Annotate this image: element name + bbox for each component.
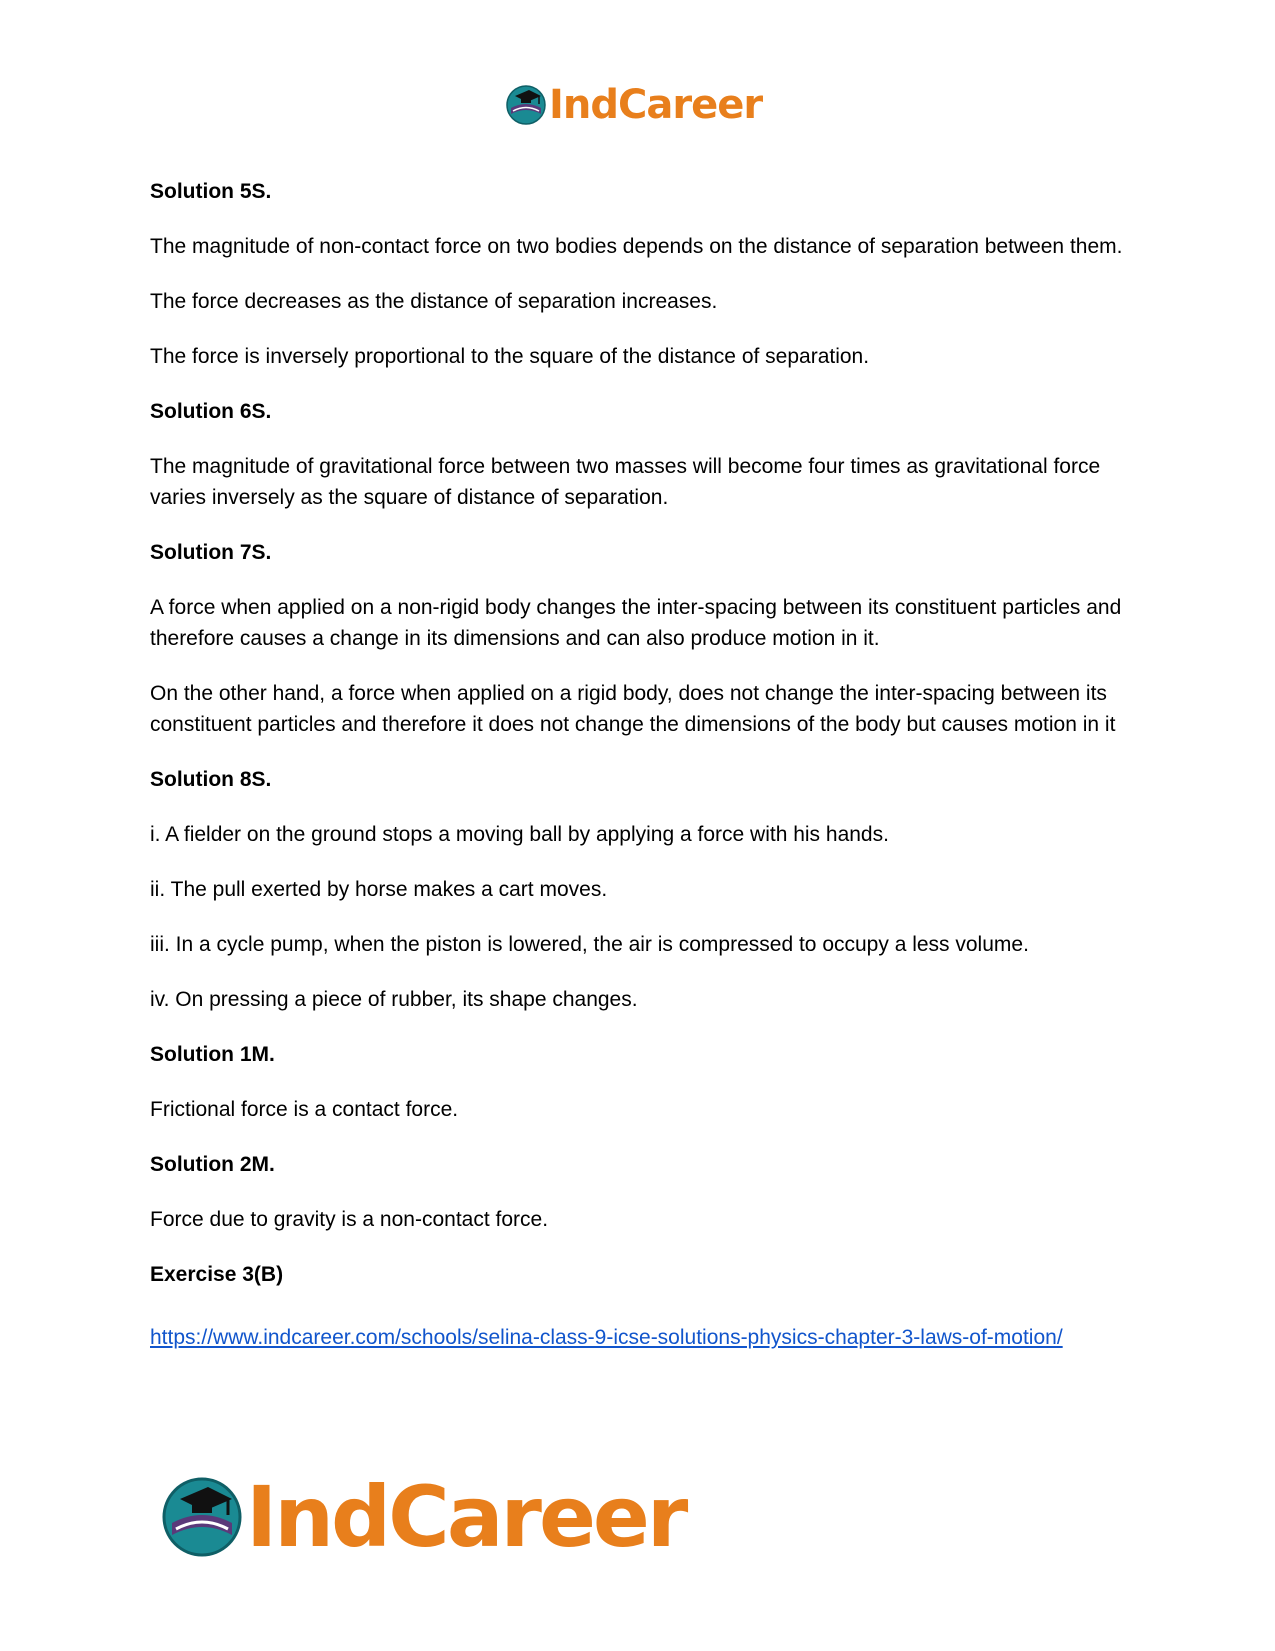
- logo-wordmark: IndCareer: [246, 1468, 686, 1566]
- document-body: [150, 176, 1130, 1356]
- graduation-cap-globe-icon: [505, 84, 547, 126]
- paragraph: Force due to gravity is a non-contact force.: [150, 1208, 549, 1231]
- exercise-heading: Exercise 3(B): [150, 1263, 284, 1286]
- paragraph: A force when applied on a non-rigid body changes the inter-spacing between its constituent particles and therefore causes a change in its dimensions and can also produce motion in it.: [150, 596, 1122, 650]
- graduation-cap-globe-icon: [160, 1475, 244, 1559]
- paragraph: The magnitude of non-contact force on two bodies depends on the distance of separation between them.: [150, 235, 1123, 258]
- solution-heading: Solution 2M.: [150, 1153, 275, 1176]
- paragraph: The magnitude of gravitational force between two masses will become four times as gravitational force varies inversely as the square of distance of separation.: [150, 455, 1101, 509]
- exercise-link[interactable]: https://www.indcareer.com/schools/selina-class-9-icse-solutions-physics-chapter-3-laws-of-motion/: [150, 1326, 1063, 1349]
- solution-heading: Solution 5S.: [150, 180, 272, 203]
- solution-heading: Solution 7S.: [150, 541, 272, 564]
- header-logo: [505, 80, 762, 130]
- paragraph: The force is inversely proportional to the square of the distance of separation.: [150, 345, 870, 368]
- solution-heading: Solution 1M.: [150, 1043, 275, 1066]
- solution-heading: Solution 6S.: [150, 400, 272, 423]
- list-item: ii. The pull exerted by horse makes a cart moves.: [150, 878, 608, 901]
- list-item: i. A fielder on the ground stops a moving ball by applying a force with his hands.: [150, 823, 889, 846]
- logo-wordmark: IndCareer: [549, 82, 763, 128]
- paragraph: Frictional force is a contact force.: [150, 1098, 459, 1121]
- footer-logo: [160, 1468, 686, 1566]
- list-item: iii. In a cycle pump, when the piston is lowered, the air is compressed to occupy a less volume.: [150, 933, 1029, 956]
- paragraph: On the other hand, a force when applied on a rigid body, does not change the inter-spacing between its constituent particles and therefore it does not change the dimensions of the body but causes motion in it: [150, 682, 1116, 736]
- solution-heading: Solution 8S.: [150, 768, 272, 791]
- list-item: iv. On pressing a piece of rubber, its shape changes.: [150, 988, 638, 1011]
- paragraph: The force decreases as the distance of separation increases.: [150, 290, 718, 313]
